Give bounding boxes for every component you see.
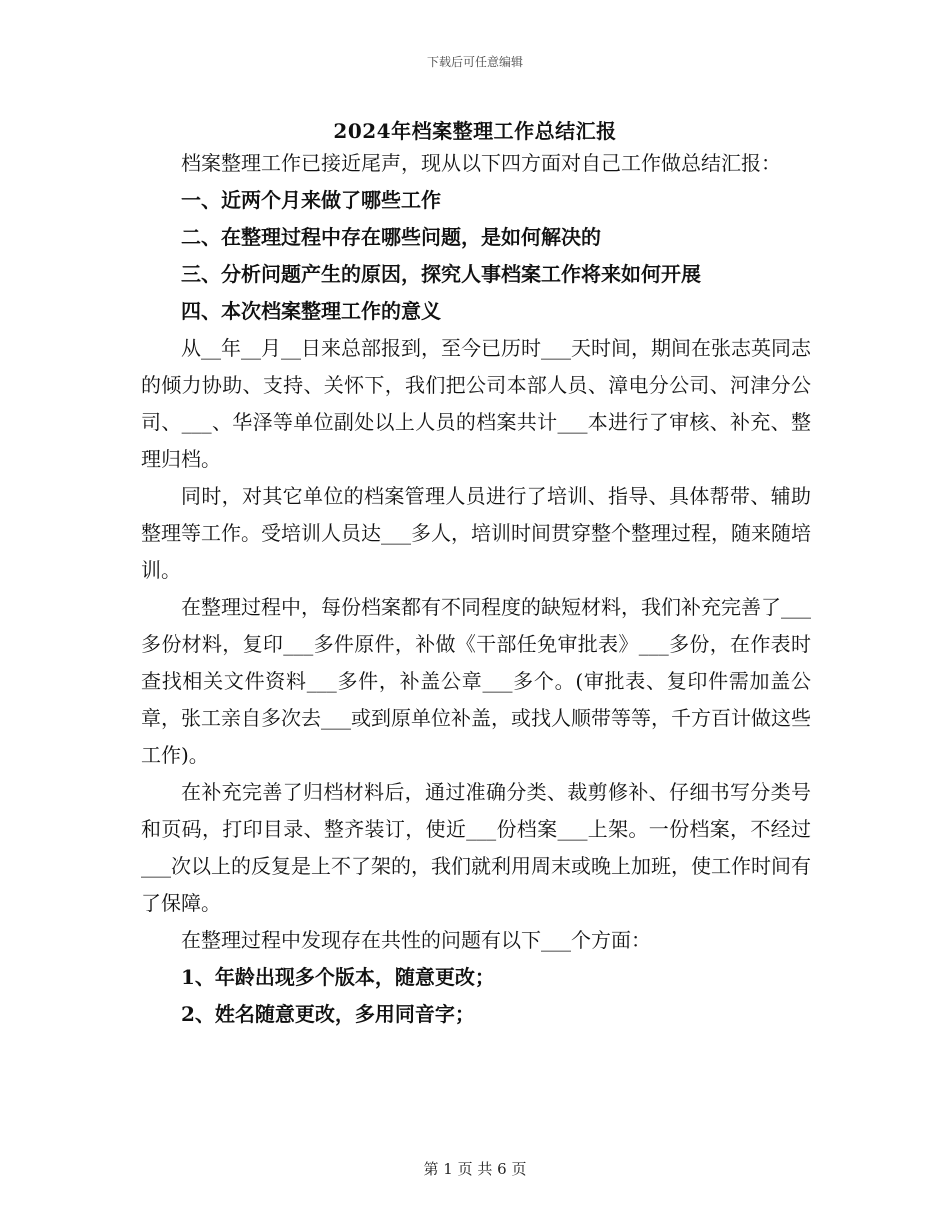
paragraph-training: 同时，对其它单位的档案管理人员进行了培训、指导、具体帮带、辅助整理等工作。受培训人员达___多人，培训时间贯穿整个整理过程，随来随培训。	[141, 484, 811, 582]
paragraph-report-duty: 从__年__月__日来总部报到，至今已历时___天时间，期间在张志英同志的倾力协助、支持、关怀下，我们把公司本部人员、漳电分公司、河津分公司、___、华泽等单位副处以上人员的档案共计___本进行了审核、补充、整理归档。	[141, 336, 811, 471]
paragraph-supplement: 在整理过程中，每份档案都有不同程度的缺短材料，我们补充完善了___多份材料，复印___多件原件，补做《干部任免审批表》___多份，在作表时查找相关文件资料___多件，补盖公章___多个。(审批表、复印件需加盖公章，张工亲自多次去___或到原单位补盖，或找人顺带等等，千方百计做这些工作)。	[141, 595, 811, 767]
paragraph-problems: 在整理过程中发现存在共性的问题有以下___个方面：	[181, 928, 651, 952]
section-heading-2: 二、在整理过程中存在哪些问题，是如何解决的	[181, 225, 601, 249]
section-heading-3: 三、分析问题产生的原因，探究人事档案工作将来如何开展	[181, 262, 701, 286]
intro-paragraph: 档案整理工作已接近尾声，现从以下四方面对自己工作做总结汇报：	[181, 151, 781, 175]
list-item-1: 1、年龄出现多个版本，随意更改；	[181, 965, 495, 989]
section-heading-1: 一、近两个月来做了哪些工作	[181, 188, 441, 212]
header-note: 下载后可任意编辑	[426, 55, 523, 69]
list-item-2: 2、姓名随意更改，多用同音字；	[181, 1002, 475, 1026]
document-title: 2024年档案整理工作总结汇报	[333, 119, 617, 143]
section-heading-4: 四、本次档案整理工作的意义	[181, 299, 441, 323]
document-body	[141, 145, 811, 1033]
paragraph-archiving: 在补充完善了归档材料后，通过准确分类、裁剪修补、仔细书写分类号和页码，打印目录、整齐装订，使近___份档案___上架。一份档案，不经过___次以上的反复是上不了架的，我们就利用周末或晚上加班，使工作时间有了保障。	[141, 780, 811, 915]
page-number: 第 1 页 共 6 页	[423, 1160, 527, 1178]
